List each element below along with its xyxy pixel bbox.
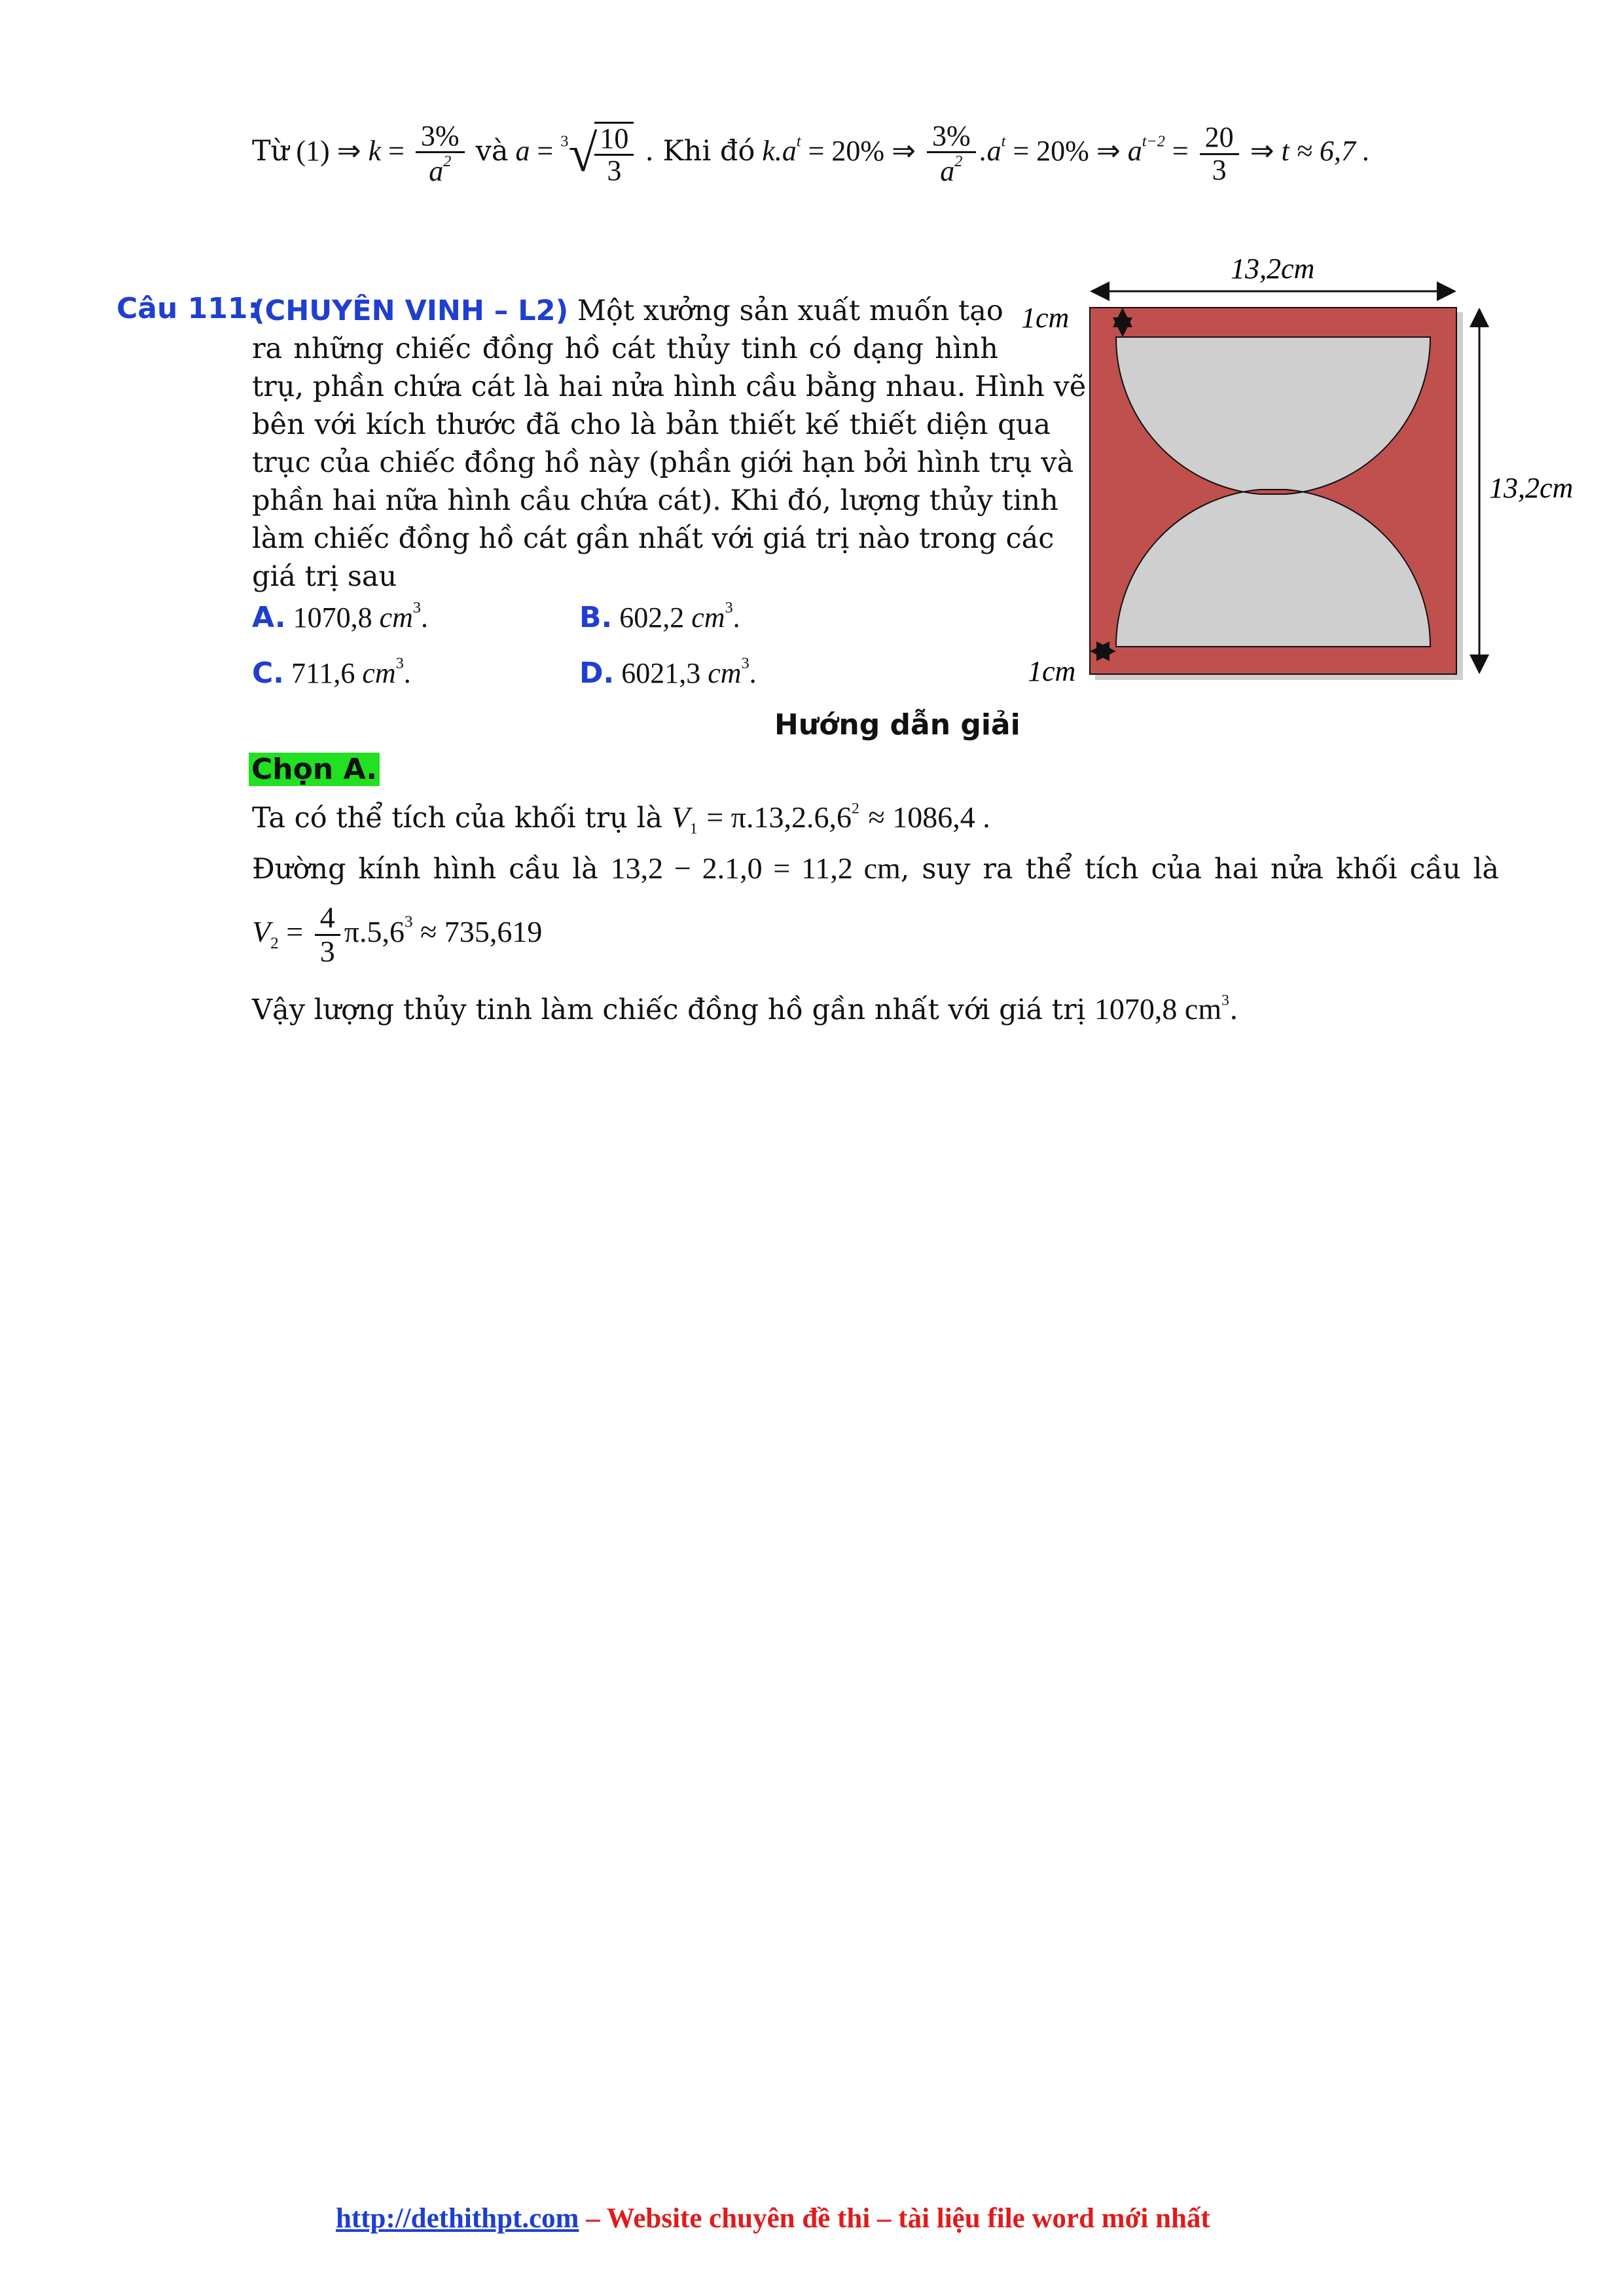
tl-label: 1cm [1021,302,1070,334]
var-k: k [368,135,382,168]
fraction-3pct-a2: $\frac{3\%}{a^2}$ [416,121,465,187]
result-t: t ≈ 6,7 . [1281,135,1370,168]
option-d[interactable]: D. 6021,3 $cm^3$. [579,655,757,690]
solution-choice: Chọn A. [249,753,380,786]
fraction-3pct-a2-b: $\frac{3\%}{a^2}$ [927,121,976,187]
solution-line-4: Vậy lượng thủy tinh làm chiếc đồng hồ gần nhất với giá trị 1070,8 $cm^3$. [252,992,1238,1026]
text-khi-do: . Khi đó [645,135,755,168]
fraction-4-3: $\frac{4}{3}$ [315,902,340,967]
question-line-4: trục của chiếc đồng hồ này (phần giới hạn bởi hình trụ và [252,446,1074,479]
solution-heading: Hướng dẫn giải [774,708,1020,742]
question-source: (CHUYÊN VINH – L2) [252,295,569,327]
solution-line-2: Đường kính hình cầu là 13,2 − 2.1,0 = 11,2 cm, suy ra thể tích của hai nửa khối cầu là [252,852,1499,886]
question-line-1: ra những chiếc đồng hồ cát thủy tinh có dạng hình [252,332,998,365]
text-va: và [475,135,509,168]
footer [336,2202,1210,2234]
question-line-5: phần hai nữa hình cầu chứa cát). Khi đó, lượng thủy tinh [252,484,1058,517]
question-line-7: giá trị sau [252,560,397,593]
footer-text: – Website chuyên đề thi – tài liệu file word mới nhất [579,2203,1210,2234]
formula-line: Từ (1) ⇒ k = $\frac{3\%}{a^2}$ và a = $^3$√ $\frac{10}{3}$ . Khi đó $k.a^t = 20\%$ ⇒ $\frac{3\%}{a^2}$ $.a^t = 20\%$ ⇒ $a^{t-2}$ = $\frac{20}{3}$ ⇒ t ≈ 6,7 . [252,120,1370,187]
hourglass-figure [1008,242,1574,700]
bl-label: 1cm [1028,655,1076,687]
question-line-0: (CHUYÊN VINH – L2) Một xưởng sản xuất muốn tạo [252,295,1003,327]
question-body [252,292,1087,596]
option-a[interactable]: A. 1070,8 $cm^3$. [252,599,428,634]
option-b[interactable]: B. 602,2 $cm^3$. [579,599,740,634]
question-line-6: làm chiếc đồng hồ cát gần nhất với giá trị nào trong các [252,522,1055,555]
cube-root: $^3$√ $\frac{10}{3}$ [560,122,638,186]
solution-line-3: $V_2$ = $\frac{4}{3}$ π.5,6$^3$ ≈ 735,619 [252,901,543,968]
text-tu: Từ [252,135,289,168]
question-line-3: bên với kích thước đã cho là bản thiết kế thiết diện qua [252,408,1051,441]
right-label: 13,2cm [1489,472,1574,504]
var-a: a [515,135,530,168]
fraction-20-3: $\frac{20}{3}$ [1200,122,1239,185]
footer-link[interactable]: http://dethithpt.com [336,2203,579,2234]
question-line-2: trụ, phần chứa cát là hai nửa hình cầu bằng nhau. Hình vẽ [252,370,1087,403]
top-label: 13,2cm [1231,253,1315,285]
question-number: Câu 111: [117,292,260,325]
option-c[interactable]: C. 711,6 $cm^3$. [252,655,411,690]
solution-line-1: Ta có thể tích của khối trụ là $V_1 = \pi.13,2.6,6^2 \approx 1086,4$ . [252,800,990,838]
eq-ref: (1) [296,135,330,168]
